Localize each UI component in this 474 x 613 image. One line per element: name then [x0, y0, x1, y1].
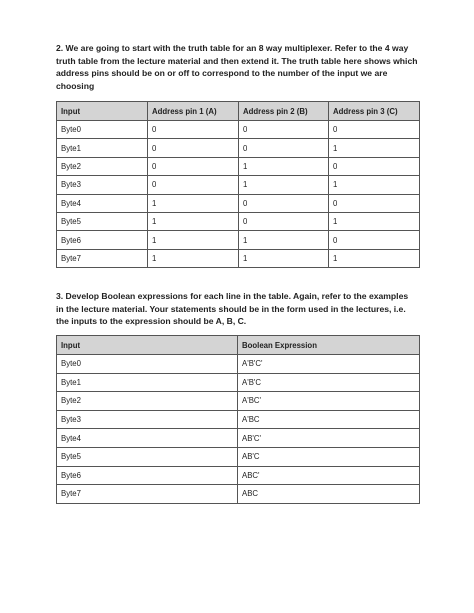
table-cell: ABC [238, 485, 420, 504]
table-row [57, 429, 420, 448]
table-row [57, 485, 420, 504]
table-cell: 1 [239, 231, 329, 249]
table-cell: 0 [148, 157, 239, 175]
table-cell: Byte5 [57, 447, 238, 466]
table-row [57, 447, 420, 466]
table-cell: 0 [148, 176, 239, 194]
column-header: Boolean Expression [238, 336, 420, 355]
table-cell: 1 [329, 249, 420, 267]
column-header: Input [57, 336, 238, 355]
table-cell: 0 [148, 139, 239, 157]
column-header: Address pin 2 (B) [239, 102, 329, 121]
table-cell: Byte6 [57, 466, 238, 485]
table-cell: Byte3 [57, 176, 148, 194]
table-cell: A'B'C [238, 373, 420, 392]
table-cell: 1 [239, 176, 329, 194]
table-cell: 0 [239, 212, 329, 230]
table-cell: Byte5 [57, 212, 148, 230]
table-cell: A'BC' [238, 392, 420, 411]
table-cell: 0 [329, 231, 420, 249]
table-cell: Byte7 [57, 249, 148, 267]
table-cell: Byte1 [57, 139, 148, 157]
column-header: Input [57, 102, 148, 121]
table-cell: 1 [239, 157, 329, 175]
table-cell: Byte0 [57, 355, 238, 374]
table-row [57, 392, 420, 411]
table-row [57, 212, 420, 230]
table-cell: 0 [239, 139, 329, 157]
table-row [57, 355, 420, 374]
table-cell: 1 [239, 249, 329, 267]
table-cell: Byte6 [57, 231, 148, 249]
table-cell: 1 [148, 194, 239, 212]
question-2-text: 2. We are going to start with the truth table for an 8 way multiplexer. Refer to the 4 way truth table from the lecture material and then extend it. The truth table here shows which address pins should be on or off to correspond to the number of the input we are choosing [56, 43, 418, 91]
table-cell: 1 [329, 176, 420, 194]
table-cell: Byte2 [57, 392, 238, 411]
table-row [57, 231, 420, 249]
table-row [57, 121, 420, 139]
table-cell: Byte2 [57, 157, 148, 175]
table-header-row [57, 336, 420, 355]
table-cell: 0 [329, 121, 420, 139]
table-cell: Byte4 [57, 429, 238, 448]
table-row [57, 249, 420, 267]
boolean-expression-table [56, 335, 420, 504]
table-row [57, 139, 420, 157]
table-cell: A'B'C' [238, 355, 420, 374]
table-cell: 0 [329, 157, 420, 175]
table-cell: 1 [148, 212, 239, 230]
table-row [57, 466, 420, 485]
table-cell: Byte0 [57, 121, 148, 139]
table-row [57, 157, 420, 175]
table-cell: Byte7 [57, 485, 238, 504]
question-3-text: 3. Develop Boolean expressions for each line in the table. Again, refer to the examples in the lecture material. Your statements should be in the form used in the lectures, i.e. the inputs to the expression should be A, B, C. [56, 291, 409, 327]
table-cell: Byte3 [57, 410, 238, 429]
column-header: Address pin 1 (A) [148, 102, 239, 121]
table-cell: 0 [239, 121, 329, 139]
table-row [57, 410, 420, 429]
table-cell: 0 [239, 194, 329, 212]
table-row [57, 373, 420, 392]
table-cell: Byte1 [57, 373, 238, 392]
table-row [57, 176, 420, 194]
table-cell: 1 [329, 139, 420, 157]
table-cell: AB'C [238, 447, 420, 466]
table-cell: 1 [329, 212, 420, 230]
table-row [57, 194, 420, 212]
table-cell: A'BC [238, 410, 420, 429]
table-cell: 1 [148, 231, 239, 249]
table-cell: 1 [148, 249, 239, 267]
table-header-row [57, 102, 420, 121]
table-cell: Byte4 [57, 194, 148, 212]
column-header: Address pin 3 (C) [329, 102, 420, 121]
table-cell: 0 [329, 194, 420, 212]
table-cell: 0 [148, 121, 239, 139]
table-cell: ABC' [238, 466, 420, 485]
table-cell: AB'C' [238, 429, 420, 448]
truth-table [56, 101, 420, 268]
